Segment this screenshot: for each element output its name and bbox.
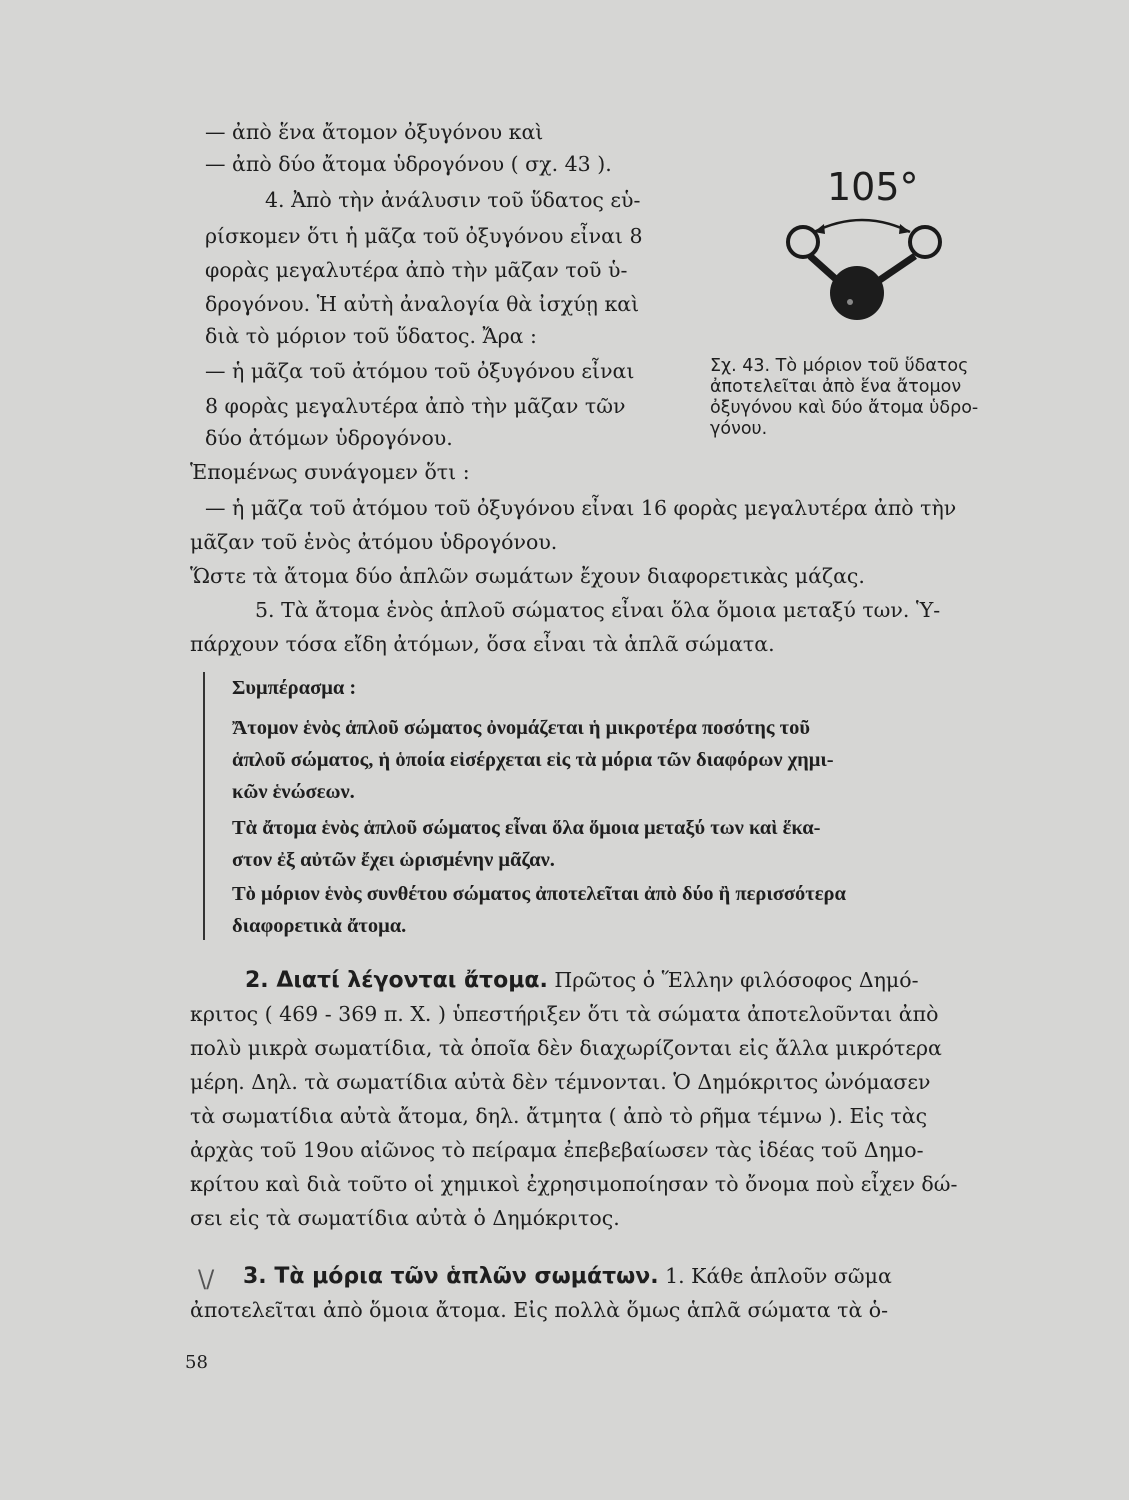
- figure-caption-line: ὀξυγόνου καὶ δύο ἄτομα ὑδρο-: [710, 398, 979, 418]
- section2-line: ἀρχὰς τοῦ 19ου αἰῶνος τὸ πείραμα ἐπεβεβαίωσεν τὰς ἰδέας τοῦ Δημο-: [190, 1138, 924, 1162]
- item4-line: διὰ τὸ μόριον τοῦ ὕδατος. Ἄρα :: [205, 324, 537, 348]
- body-line: 5. Τὰ ἄτομα ἑνὸς ἁπλοῦ σώματος εἶναι ὅλα ὅμοια μεταξύ των. Ὑ-: [255, 598, 941, 622]
- figure-caption-line: ἀποτελεῖται ἀπὸ ἕνα ἄτομον: [710, 377, 962, 397]
- item4-line: ρίσκομεν ὅτι ἡ μᾶζα τοῦ ὀξυγόνου εἶναι 8: [205, 224, 643, 248]
- section2-line: κριτος ( 469 - 369 π. Χ. ) ὑπεστήριξεν ὅτι τὰ σώματα ἀποτελοῦνται ἀπὸ: [190, 1002, 939, 1026]
- angle-label: 105°: [827, 165, 919, 209]
- item4-line: φορὰς μεγαλυτέρα ἀπὸ τὴν μᾶζαν τοῦ ὑ-: [205, 258, 628, 282]
- margin-check-mark: \/: [198, 1265, 215, 1293]
- figure-caption-line: γόνου.: [710, 419, 768, 439]
- section2-line: κρίτου καὶ διὰ τοῦτο οἱ χημικοὶ ἐχρησιμοποίησαν τὸ ὄνομα ποὺ εἶχεν δώ-: [190, 1172, 958, 1196]
- intro-line: — ἀπὸ δύο ἄτομα ὑδρογόνου ( σχ. 43 ).: [205, 152, 612, 176]
- item4-line: δρογόνου. Ἡ αὐτὴ ἀναλογία θὰ ἰσχύῃ καὶ: [205, 292, 640, 316]
- oxygen-highlight: [847, 299, 853, 305]
- figure-caption-line: Σχ. 43. Τὸ μόριον τοῦ ὕδατος: [710, 356, 969, 376]
- item4-line: 8 φορὰς μεγαλυτέρα ἀπὸ τὴν μᾶζαν τῶν: [205, 394, 626, 418]
- conclusion-line: Τὸ μόριον ἑνὸς συνθέτου σώματος ἀποτελεῖται ἀπὸ δύο ἢ περισσότερα: [232, 883, 846, 905]
- item4-line: 4. Ἀπὸ τὴν ἀνάλυσιν τοῦ ὕδατος εὑ-: [265, 188, 641, 212]
- conclusion-heading: Συμπέρασμα :: [232, 677, 357, 699]
- section2-line: πολὺ μικρὰ σωματίδια, τὰ ὁποῖα δὲν διαχωρίζονται εἰς ἄλλα μικρότερα: [190, 1036, 942, 1060]
- oxygen-atom: [830, 266, 884, 320]
- body-line: Ἑπομένως συνάγομεν ὅτι :: [190, 460, 470, 484]
- conclusion-line: Ἄτομον ἑνὸς ἁπλοῦ σώματος ὀνομάζεται ἡ μικροτέρα ποσότης τοῦ: [232, 717, 811, 739]
- body-line: Ὥστε τὰ ἄτομα δύο ἁπλῶν σωμάτων ἔχουν διαφορετικὰς μάζας.: [190, 564, 865, 588]
- section3-first-line-rest: 1. Κάθε ἁπλοῦν σῶμα: [665, 1264, 892, 1288]
- conclusion-line: Τὰ ἄτομα ἑνὸς ἁπλοῦ σώματος εἶναι ὅλα ὅμοια μεταξύ των καὶ ἕκα-: [232, 817, 821, 839]
- conclusion-bar: [203, 672, 205, 940]
- section2-title: 2. Διατί λέγονται ἄτομα.: [245, 968, 548, 993]
- conclusion-line: ἁπλοῦ σώματος, ἡ ὁποία εἰσέρχεται εἰς τὰ μόρια τῶν διαφόρων χημι-: [232, 749, 834, 771]
- angle-arc: [814, 220, 910, 232]
- section2-line: τὰ σωματίδια αὐτὰ ἄτομα, δηλ. ἄτμητα ( ἀπὸ τὸ ρῆμα τέμνω ). Εἰς τὰς: [190, 1104, 928, 1128]
- conclusion-line: κῶν ἑνώσεων.: [232, 781, 355, 803]
- water-molecule-diagram: [770, 160, 970, 330]
- section2-first-line-rest: Πρῶτος ὁ Ἕλλην φιλόσοφος Δημό-: [554, 968, 919, 992]
- section2-line: σει εἰς τὰ σωματίδια αὐτὰ ὁ Δημόκριτος.: [190, 1206, 620, 1230]
- section2-line: μέρη. Δηλ. τὰ σωματίδια αὐτὰ δὲν τέμνονται. Ὁ Δημόκριτος ὠνόμασεν: [190, 1070, 931, 1094]
- conclusion-line: στον ἐξ αὐτῶν ἔχει ὡρισμένην μᾶζαν.: [232, 849, 555, 871]
- item4-line: — ἡ μᾶζα τοῦ ἀτόμου τοῦ ὀξυγόνου εἶναι: [205, 359, 635, 383]
- hydrogen-atom-left: [788, 227, 818, 257]
- intro-line: — ἀπὸ ἕνα ἄτομον ὀξυγόνου καὶ: [205, 120, 544, 144]
- page-number: 58: [185, 1352, 208, 1373]
- body-line: μᾶζαν τοῦ ἑνὸς ἀτόμου ὑδρογόνου.: [190, 530, 558, 554]
- section3-title: 3. Τὰ μόρια τῶν ἁπλῶν σωμάτων.: [243, 1264, 659, 1289]
- body-line: — ἡ μᾶζα τοῦ ἀτόμου τοῦ ὀξυγόνου εἶναι 16 φορὰς μεγαλυτέρα ἀπὸ τὴν: [205, 496, 957, 520]
- conclusion-line: διαφορετικὰ ἄτομα.: [232, 915, 407, 937]
- water-molecule-figure: [770, 160, 970, 330]
- item4-line: δύο ἀτόμων ὑδρογόνου.: [205, 426, 453, 450]
- section3-first-line: [243, 1262, 892, 1291]
- section3-line: ἀποτελεῖται ἀπὸ ὅμοια ἄτομα. Εἰς πολλὰ ὅμως ἁπλᾶ σώματα τὰ ὁ-: [190, 1298, 889, 1322]
- hydrogen-atom-right: [910, 227, 940, 257]
- section2-first-line: [245, 966, 919, 995]
- body-line: πάρχουν τόσα εἴδη ἀτόμων, ὅσα εἶναι τὰ ἁπλᾶ σώματα.: [190, 632, 775, 656]
